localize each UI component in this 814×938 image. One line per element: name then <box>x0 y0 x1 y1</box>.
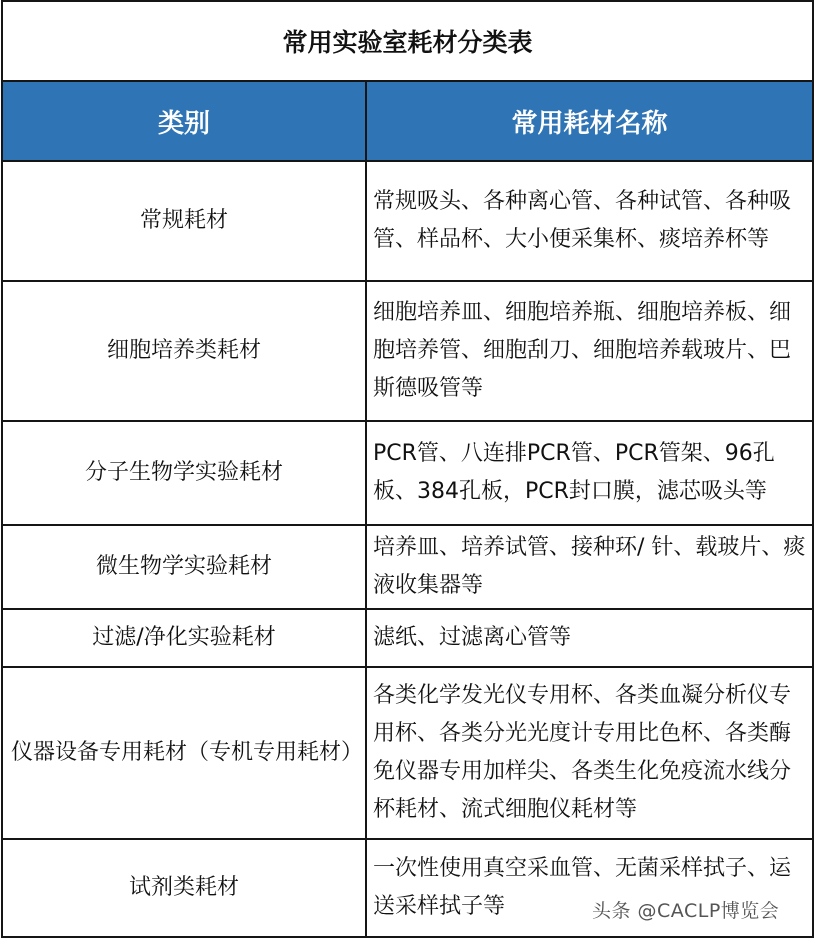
row-items: 培养皿、培养试管、接种环/ 针、载玻片、痰液收集器等 <box>366 525 813 609</box>
row-items: PCR管、八连排PCR管、PCR管架、96孔板、384孔板，PCR封口膜，滤芯吸头等 <box>366 421 813 525</box>
row-category: 常规耗材 <box>2 161 366 281</box>
row-category: 过滤/净化实验耗材 <box>2 609 366 667</box>
watermark: 头条 @CACLP博览会 <box>592 900 780 922</box>
row-category: 仪器设备专用耗材（专机专用耗材） <box>2 667 366 839</box>
table-row <box>2 421 813 525</box>
table-row <box>2 525 813 609</box>
row-category: 分子生物学实验耗材 <box>2 421 366 525</box>
table-row <box>2 281 813 421</box>
row-items: 一次性使用真空采血管、无菌采样拭子、运送采样拭子等 <box>366 839 813 937</box>
table-row <box>2 609 813 667</box>
table-row <box>2 161 813 281</box>
row-category: 试剂类耗材 <box>2 839 366 937</box>
row-items: 常规吸头、各种离心管、各种试管、各种吸管、样品杯、大小便采集杯、痰培养杯等 <box>366 161 813 281</box>
consumables-table <box>1 0 814 938</box>
row-items: 各类化学发光仪专用杯、各类血凝分析仪专用杯、各类分光光度计专用比色杯、各类酶免仪器专用加样尖、各类生化免疫流水线分杯耗材、流式细胞仪耗材等 <box>366 667 813 839</box>
header-category: 类别 <box>2 81 366 161</box>
row-category: 细胞培养类耗材 <box>2 281 366 421</box>
table-title: 常用实验室耗材分类表 <box>2 1 813 81</box>
row-items: 滤纸、过滤离心管等 <box>366 609 813 667</box>
header-items: 常用耗材名称 <box>366 81 813 161</box>
row-items: 细胞培养皿、细胞培养瓶、细胞培养板、细胞培养管、细胞刮刀、细胞培养载玻片、巴斯德吸管等 <box>366 281 813 421</box>
table-row <box>2 667 813 839</box>
row-category: 微生物学实验耗材 <box>2 525 366 609</box>
